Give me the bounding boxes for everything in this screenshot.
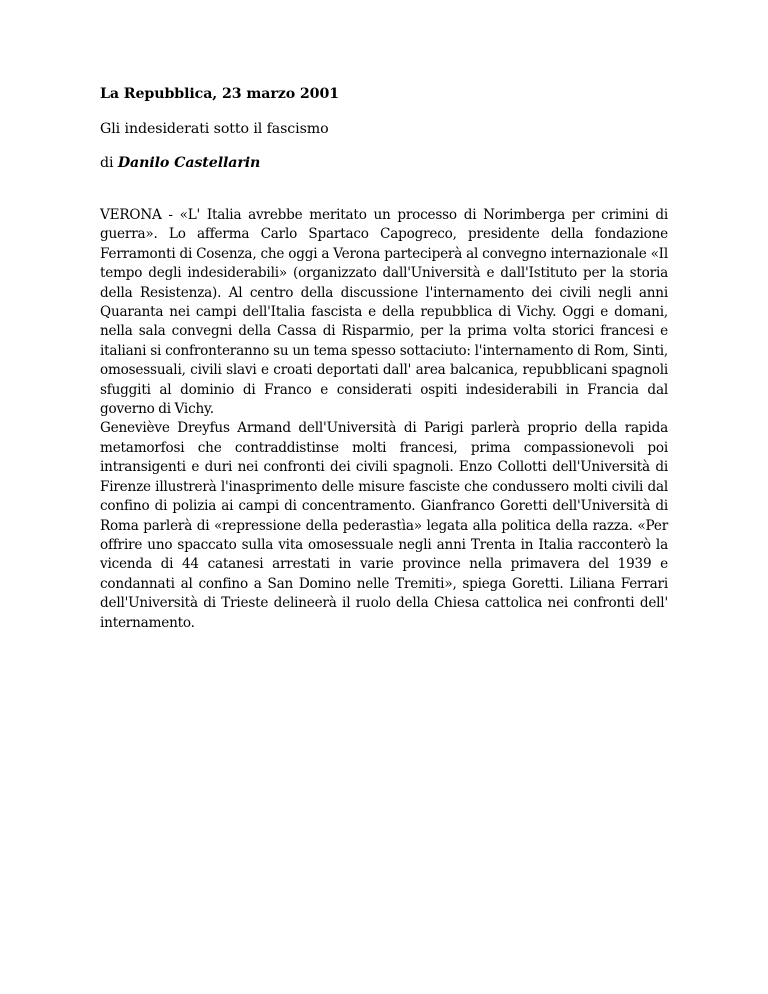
article-body xyxy=(100,206,668,633)
source-line: La Repubblica, 23 marzo 2001 xyxy=(100,86,339,102)
article-paragraph: Geneviève Dreyfus Armand dell'Università di Parigi parlerà proprio della rapida metamorfosi che contraddistinse molti francesi, prima compassionevoli poi intransigenti e duri nei confronti dei civili spagnoli. Enzo Collotti dell'Università di Firenze illustrerà l'inasprimento delle misure fasciste che condussero molti civili dal confino di polizia ai campi di concentramento. Gianfranco Goretti dell'Università di Roma parlerà di «repressione della pederastìa» legata alla politica della razza. «Per offrire uno spaccato sulla vita omosessuale negli anni Trenta in Italia racconterò la vicenda di 44 catanesi arrestati in varie province nella primavera del 1939 e condannati al confino a San Domino nelle Tremiti», spiega Goretti. Liliana Ferrari dell'Università di Trieste delineerà il ruolo della Chiesa cattolica nei confronti dell' internamento. xyxy=(100,420,668,631)
byline xyxy=(100,153,668,173)
byline-prefix: di xyxy=(100,155,118,171)
document-page xyxy=(100,84,668,633)
article-headline: Gli indesiderati sotto il fascismo xyxy=(100,121,329,137)
article-paragraph: VERONA - «L' Italia avrebbe meritato un processo di Norimberga per crimini di guerra». Lo afferma Carlo Spartaco Capogreco, presidente della fondazione Ferramonti di Cosenza, che oggi a Verona parteciperà al convegno internazionale «Il tempo degli indesiderabili» (organizzato dall'Università e dall'Istituto per la storia della Resistenza). Al centro della discussione l'internamento dei civili negli anni Quaranta nei campi dell'Italia fascista e della repubblica di Vichy. Oggi e domani, nella sala convegni della Cassa di Risparmio, per la prima volta storici francesi e italiani si confronteranno su un tema spesso sottaciuto: l'internamento di Rom, Sinti, omosessuali, civili slavi e croati deportati dall' area balcanica, repubblicani spagnoli sfuggiti al dominio di Franco e considerati ospiti indesiderabili in Francia dal governo di Vichy. xyxy=(100,207,668,418)
author-name: Danilo Castellarin xyxy=(117,155,261,171)
